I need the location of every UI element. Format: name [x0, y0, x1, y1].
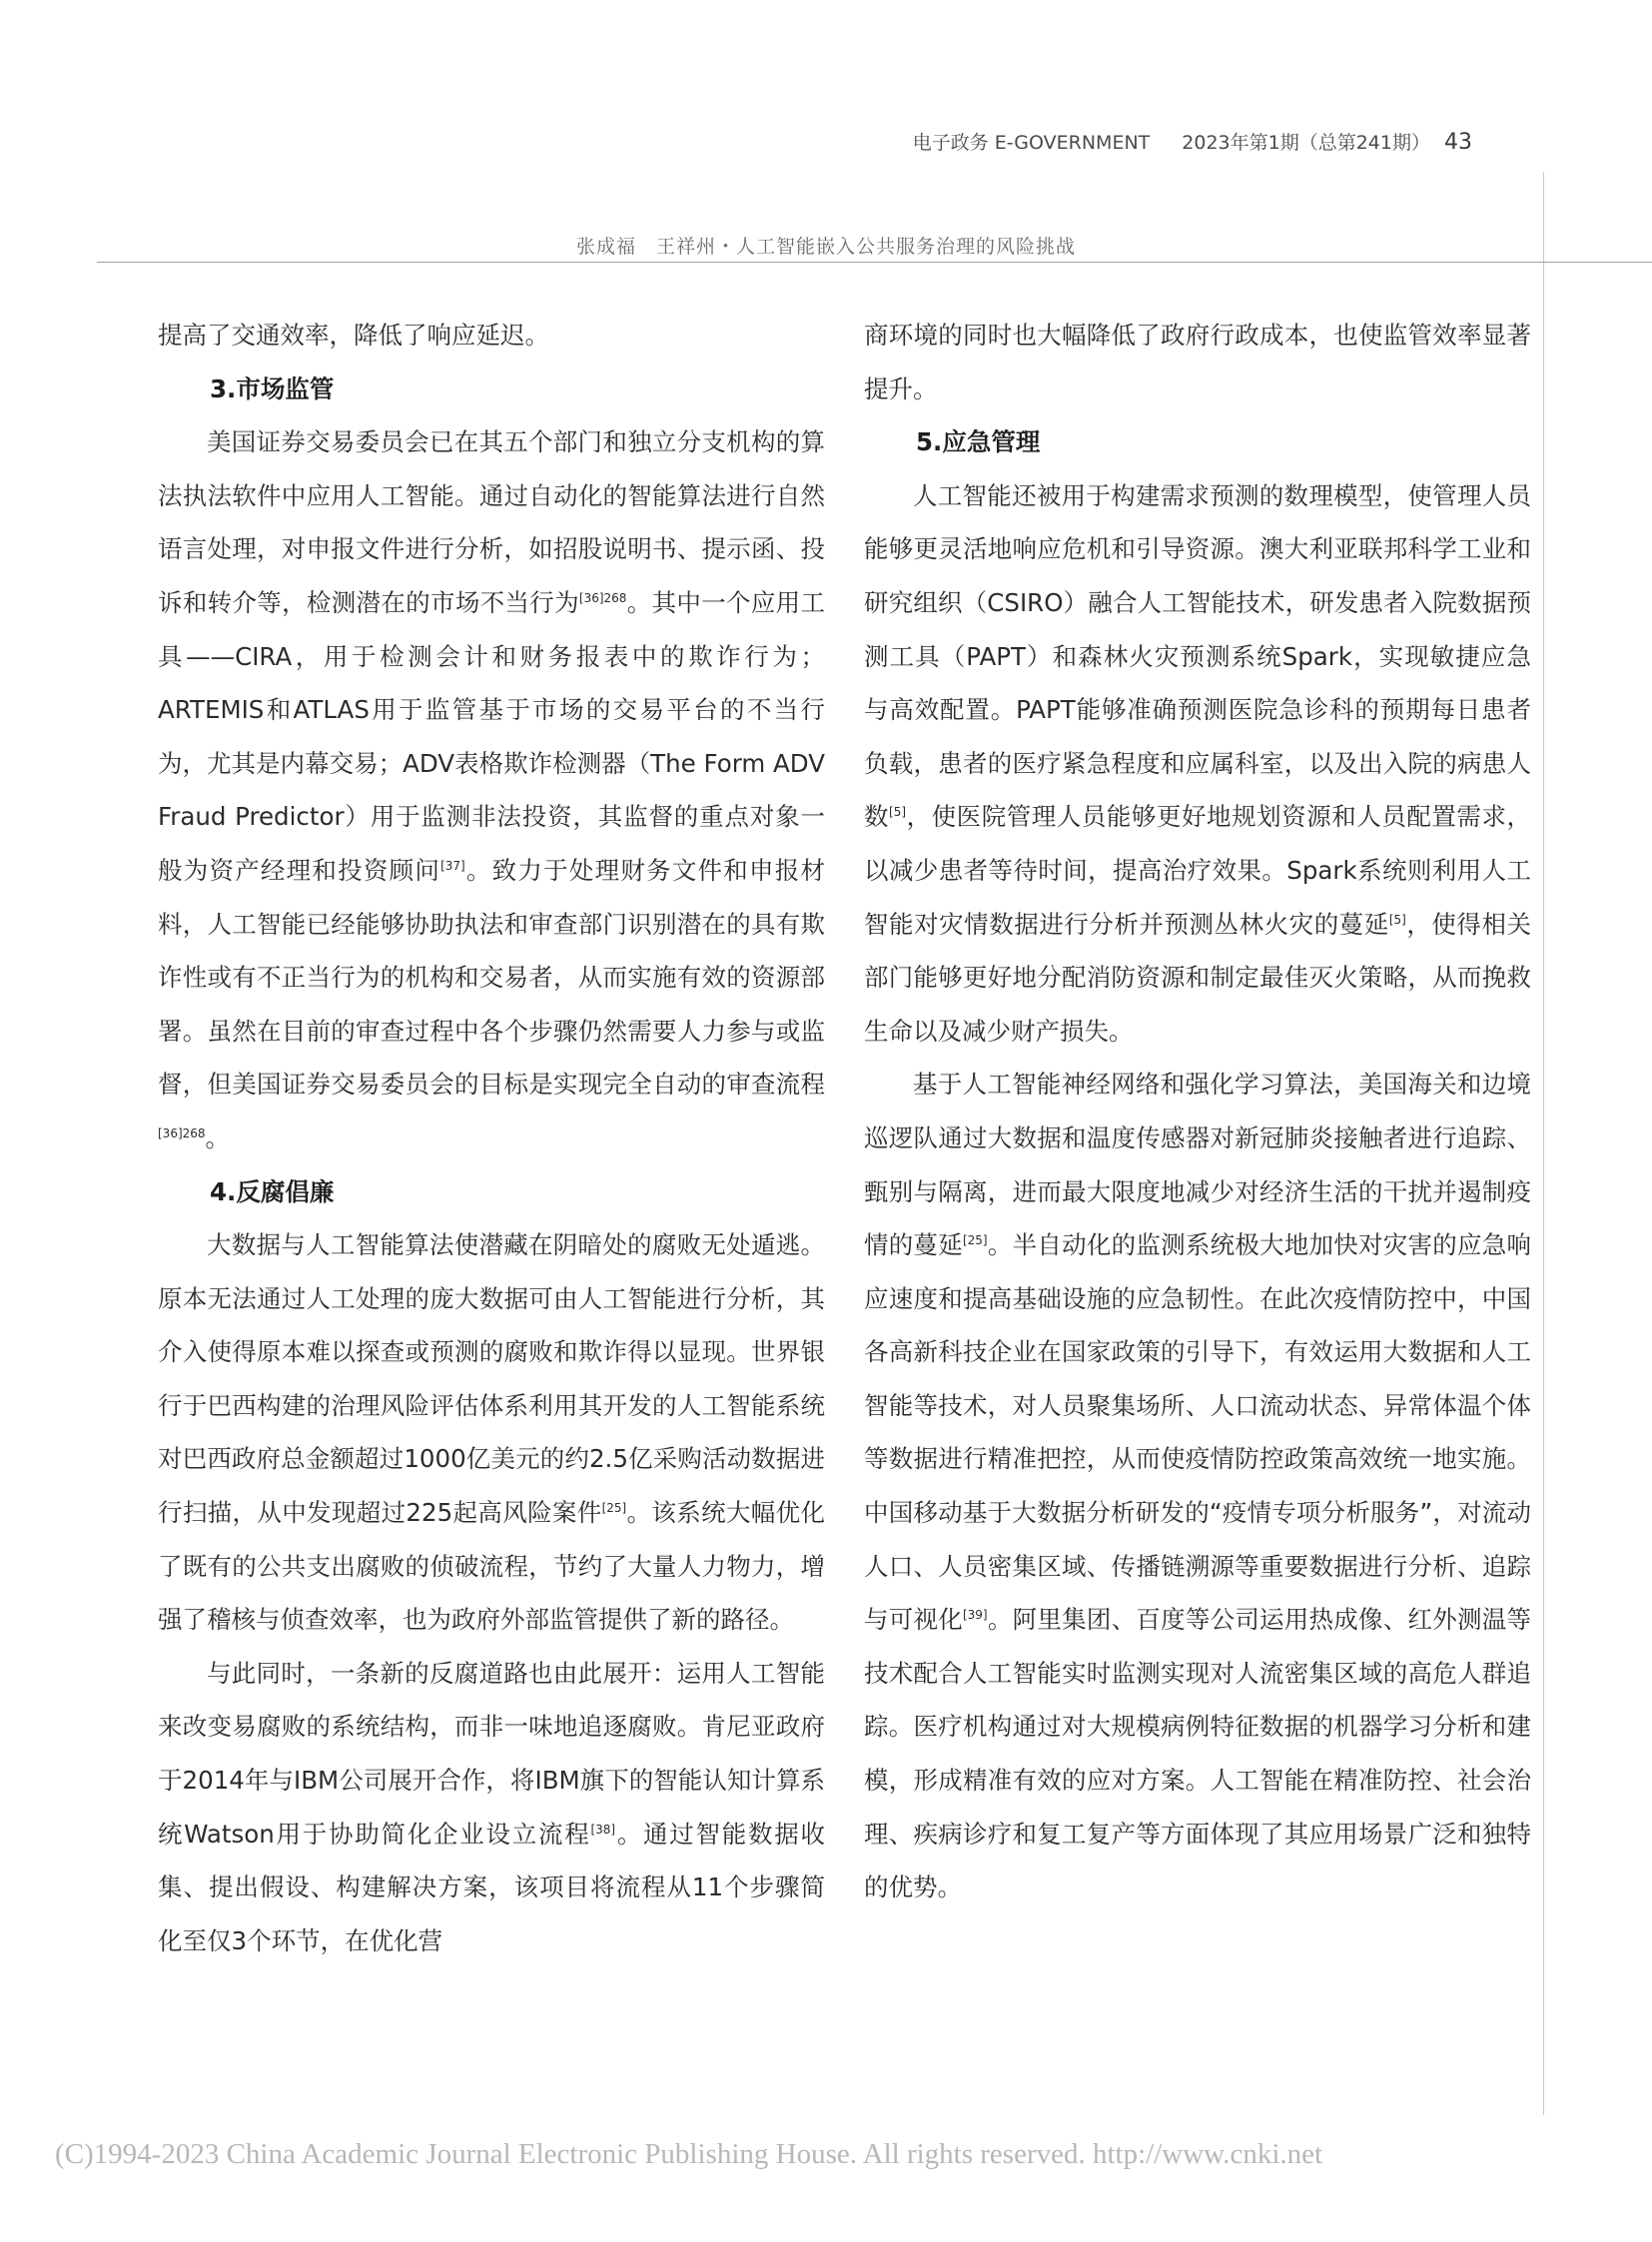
copyright-footer: (C)1994-2023 China Academic Journal Electronic Publishing House. All rights reserved. http://www.cnki.net — [55, 2138, 1323, 2170]
header-vertical-rule — [1543, 172, 1544, 2115]
running-head: 张成福 王祥州・人工智能嵌入公共服务治理的风险挑战 — [575, 236, 1076, 258]
paragraph: 美国证券交易委员会已在其五个部门和独立分支机构的算法执法软件中应用人工智能。通过自动化的智能算法进行自然语言处理，对申报文件进行分析，如招股说明书、提示函、投诉和转介等，检测潜在的市场不当行为$^{[36]268}$。其中一个应用工具——CIRA，用于检测会计和财务报表中的欺诈行为；ARTEMIS和ATLAS用于监管基于市场的交易平台的不当行为，尤其是内幕交易；ADV表格欺诈检测器（The Form ADV Fraud Predictor）用于监测非法投资，其监督的重点对象一般为资产经理和投资顾问[37]。致力于处理财务文件和申报材料，人工智能已经能够协助执法和审查部门识别潜在的具有欺诈性或有不正当行为的机构和交易者，从而实施有效的资源部署。虽然在目前的审查过程中各个步骤仍然需要人力参与或监督，但美国证券交易委员会的目标是实现完全自动的审查流程$^{[36]268}$。 — [158, 427, 825, 1152]
page-number: 43 — [1444, 130, 1472, 155]
citation: [5] — [889, 805, 907, 820]
paragraph: 商环境的同时也大幅降低了政府行政成本，也使监管效率显著提升。 — [864, 321, 1531, 403]
citation: [25] — [962, 1233, 988, 1248]
right-column — [864, 309, 1531, 1914]
section-heading: 3.市场监管 — [210, 374, 335, 403]
citation: [36]268 — [158, 1125, 206, 1140]
paragraph: 提高了交通效率，降低了响应延迟。 — [158, 321, 549, 350]
paragraph: 大数据与人工智能算法使潜藏在阴暗处的腐败无处遁逃。原本无法通过人工处理的庞大数据可由人工智能进行分析，其介入使得原本难以探查或预测的腐败和欺诈得以显现。世界银行于巴西构建的治理风险评估体系利用其开发的人工智能系统对巴西政府总金额超过1000亿美元的约2.5亿采购活动数据进行扫描，从中发现超过225起高风险案件[25]。该系统大幅优化了既有的公共支出腐败的侦破流程，节约了大量人力物力，增强了稽核与侦查效率，也为政府外部监管提供了新的路径。 — [158, 1230, 825, 1635]
section-heading: 4.反腐倡廉 — [210, 1176, 335, 1206]
citation: [37] — [440, 858, 465, 873]
journal-header — [913, 128, 1472, 155]
journal-name: 电子政务 E-GOVERNMENT — [912, 132, 1151, 154]
left-column — [158, 309, 825, 1967]
citation: [36]268 — [578, 590, 627, 605]
citation: [38] — [590, 1822, 616, 1837]
citation: [39] — [962, 1608, 988, 1623]
issue-info: 2023年第1期（总第241期） — [1182, 132, 1430, 154]
header-divider — [97, 262, 1652, 263]
citation: [25] — [601, 1501, 627, 1516]
paragraph: 基于人工智能神经网络和强化学习算法，美国海关和边境巡逻队通过大数据和温度传感器对新冠肺炎接触者进行追踪、甄别与隔离，进而最大限度地减少对经济生活的干扰并遏制疫情的蔓延[25]。半自动化的监测系统极大地加快对灾害的应急响应速度和提高基础设施的应急韧性。在此次疫情防控中，中国各高新科技企业在国家政策的引导下，有效运用大数据和人工智能等技术，对人员聚集场所、人口流动状态、异常体温个体等数据进行精准把控，从而使疫情防控政策高效统一地实施。中国移动基于大数据分析研发的“疫情专项分析服务”，对流动人口、人员密集区域、传播链溯源等重要数据进行分析、追踪与可视化[39]。阿里集团、百度等公司运用热成像、红外测温等技术配合人工智能实时监测实现对人流密集区域的高危人群追踪。医疗机构通过对大规模病例特征数据的机器学习分析和建模，形成精准有效的应对方案。人工智能在精准防控、社会治理、疾病诊疗和复工复产等方面体现了其应用场景广泛和独特的优势。 — [864, 1070, 1532, 1902]
citation: [5] — [1388, 912, 1406, 927]
paragraph: 与此同时，一条新的反腐道路也由此展开：运用人工智能来改变易腐败的系统结构，而非一味地追逐腐败。肯尼亚政府于2014年与IBM公司展开合作，将IBM旗下的智能认知计算系统Watson用于协助简化企业设立流程[38]。通过智能数据收集、提出假设、构建解决方案，该项目将流程从11个步骤简化至仅3个环节，在优化营 — [158, 1658, 826, 1955]
paragraph: 人工智能还被用于构建需求预测的数理模型，使管理人员能够更灵活地响应危机和引导资源。澳大利亚联邦科学工业和研究组织（CSIRO）融合人工智能技术，研发患者入院数据预测工具（PAPT）和森林火灾预测系统Spark，实现敏捷应急与高效配置。PAPT能够准确预测医院急诊科的预期每日患者负载，患者的医疗紧急程度和应属科室，以及出入院的病患人数[5]，使医院管理人员能够更好地规划资源和人员配置需求，以减少患者等待时间，提高治疗效果。Spark系统则利用人工智能对灾情数据进行分析并预测丛林火灾的蔓延[5]，使得相关部门能够更好地分配消防资源和制定最佳灭火策略，从而挽救生命以及减少财产损失。 — [864, 480, 1532, 1046]
section-heading: 5.应急管理 — [916, 427, 1041, 457]
